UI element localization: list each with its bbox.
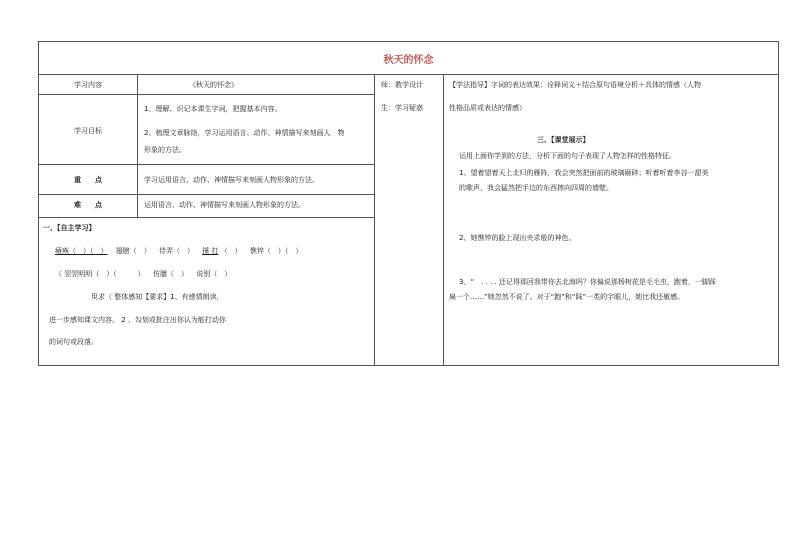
question-3-cont: 扁一个……”她忽然不说了。对于“跑”和“踩”一类的字眼儿，她比我还敏感。	[449, 293, 685, 301]
question-3: 3、“ . . . . 还记得那回我带你去北海吗？你偏说那杨树花是毛毛虫，跑着，一脚踩	[459, 278, 716, 286]
study-guide: 【学法指导】字词的表达效果：诠释词义＋结合原句语境分析＋具体的情感（人物	[449, 81, 701, 89]
row-divider	[39, 194, 374, 195]
question-1: 1、望着望着天上北归的雁阵，我会突然把面前的玻璃砸碎；听着听着李谷一甜美	[459, 169, 709, 177]
difficult-label: 难 点	[74, 201, 102, 209]
vocab-line-1	[55, 246, 302, 256]
vocab-line-2	[55, 269, 231, 279]
self-study-line-5: 的词句或段落。	[49, 338, 98, 346]
goal-item-2-cont: 形象的方法。	[144, 146, 186, 154]
vocab-item: 捶 打	[202, 247, 219, 255]
lesson-plan-table	[38, 41, 779, 366]
page-title: 秋天的怀念	[383, 55, 434, 66]
col-divider	[374, 74, 375, 365]
content-value: 《秋天的怀念》	[189, 81, 238, 89]
row-divider	[39, 217, 374, 218]
self-study-line-3: 臾求（ 整体感知【要求】1、有感情朗读，	[91, 293, 224, 301]
teacher-design-label: 师：教学设计	[381, 81, 423, 89]
section-3-intro: 运用上面你学到的方法，分析下面的句子表现了人物怎样的性格特征。	[459, 152, 676, 160]
vocab-item: 瘫痪（ ）（ ）	[55, 247, 108, 255]
question-2: 2、她憔悴的脸上现出央求般的神色。	[459, 234, 576, 242]
goal-item-1: 1、理解、识记本课生字词，把握基本内容。	[144, 105, 282, 113]
vocab-item: （ ）	[220, 247, 242, 255]
study-guide-cont: 性格品质或表达的情感）	[449, 104, 526, 112]
goals-label: 学习目标	[74, 127, 102, 135]
student-doubt-label: 生：学习疑惑	[381, 104, 423, 112]
vocab-item: 说别（ ）	[196, 270, 232, 278]
question-1-cont: 的歌声，我会猛然把手边的东西摔向四周的墙壁。	[459, 184, 613, 192]
row-divider	[39, 164, 374, 165]
key-label: 重 点	[74, 176, 102, 184]
section-3-heading: 三、【课堂展示】	[537, 136, 590, 144]
self-study-line-4: 进一步感知课文内容。 2 、勾划或批注出你认为能打动你	[49, 316, 226, 324]
vocab-item: 侍弄（ ）	[158, 247, 194, 255]
key-value: 学习运用语言、动作、神情描写来刻画人物形象的方法。	[144, 176, 319, 184]
col-divider	[443, 74, 444, 365]
difficult-value: 运用语言、动作、神情描写来刻画人物形象的方法。	[144, 201, 305, 209]
vocab-item: 仿膳（ ）	[152, 270, 188, 278]
vocab-item: 翅膀（ ）	[115, 247, 151, 255]
vocab-item: 憔悴（ ）（ ）	[249, 247, 303, 255]
row-divider	[39, 94, 374, 95]
content-label: 学习内容	[74, 81, 102, 89]
self-study-heading: 一、【自主学习】	[43, 224, 96, 232]
title-divider	[39, 74, 778, 75]
goal-item-2: 2、梳理文章脉络，学习运用语言、动作、神情描写来刻画人 物	[144, 129, 345, 137]
col-divider	[137, 74, 138, 217]
vocab-item: （ 翌翌明明（ ）（ ）	[55, 270, 145, 278]
